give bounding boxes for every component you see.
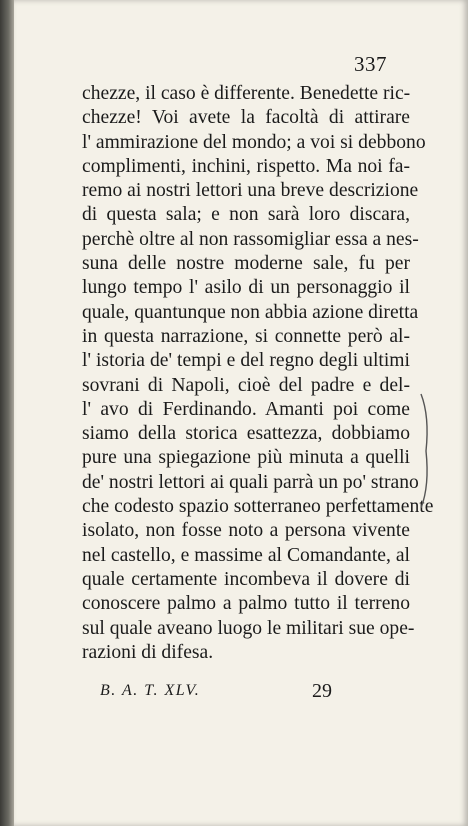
text-line: pure una spiegazione più minuta a quelli [82,447,410,469]
text-line: isolato, non fosse noto a persona vivente [82,520,410,542]
text-line: che codesto spazio sotterraneo perfettamente [82,496,434,518]
text-line: de' nostri lettori ai quali parrà un po' strano [82,471,419,493]
book-binding-edge [0,0,14,826]
folio-number: 29 [312,680,332,702]
text-line: quale, quantunque non abbia azione diretta [82,301,419,323]
signature-mark: B. A. T. XLV. [100,682,201,699]
text-line: lungo tempo l' asilo di un personaggio il [82,277,410,299]
body-text [82,82,434,665]
text-line: l' avo di Ferdinando. Amanti poi come [82,398,410,420]
text-line: nel castello, e massime al Comandante, al [82,544,410,566]
margin-bracket-mark [418,392,432,510]
text-line: remo ai nostri lettori una breve descrizione [82,180,419,202]
text-line: sul quale aveano luogo le militari sue ope- [82,617,415,639]
text-line: chezze, il caso è differente. Benedette ric- [82,83,411,104]
page-number: 337 [354,52,387,76]
text-line: l' ammirazione del mondo; a voi si debbono [82,131,426,153]
text-line: l' istoria de' tempi e del regno degli ultimi [82,350,410,372]
text-line: sovrani di Napoli, cioè del padre e del- [82,374,410,396]
text-line: quale certamente incombeva il dovere di [82,568,410,590]
text-line: suna delle nostre moderne sale, fu per [82,253,410,275]
text-line: complimenti, inchini, rispetto. Ma noi fa- [82,155,410,177]
text-line: conoscere palmo a palmo tutto il terreno [82,593,410,615]
text-line: razioni di difesa. [82,641,214,663]
text-line: perchè oltre al non rassomigliar essa a nes- [82,228,419,250]
text-line: in questa narrazione, si connette però al- [82,325,410,347]
text-line: chezze! Voi avete la facoltà di attirare [82,107,410,129]
text-line: di questa sala; e non sarà loro discara, [82,204,410,226]
text-line: siamo della storica esattezza, dobbiamo [82,423,410,445]
